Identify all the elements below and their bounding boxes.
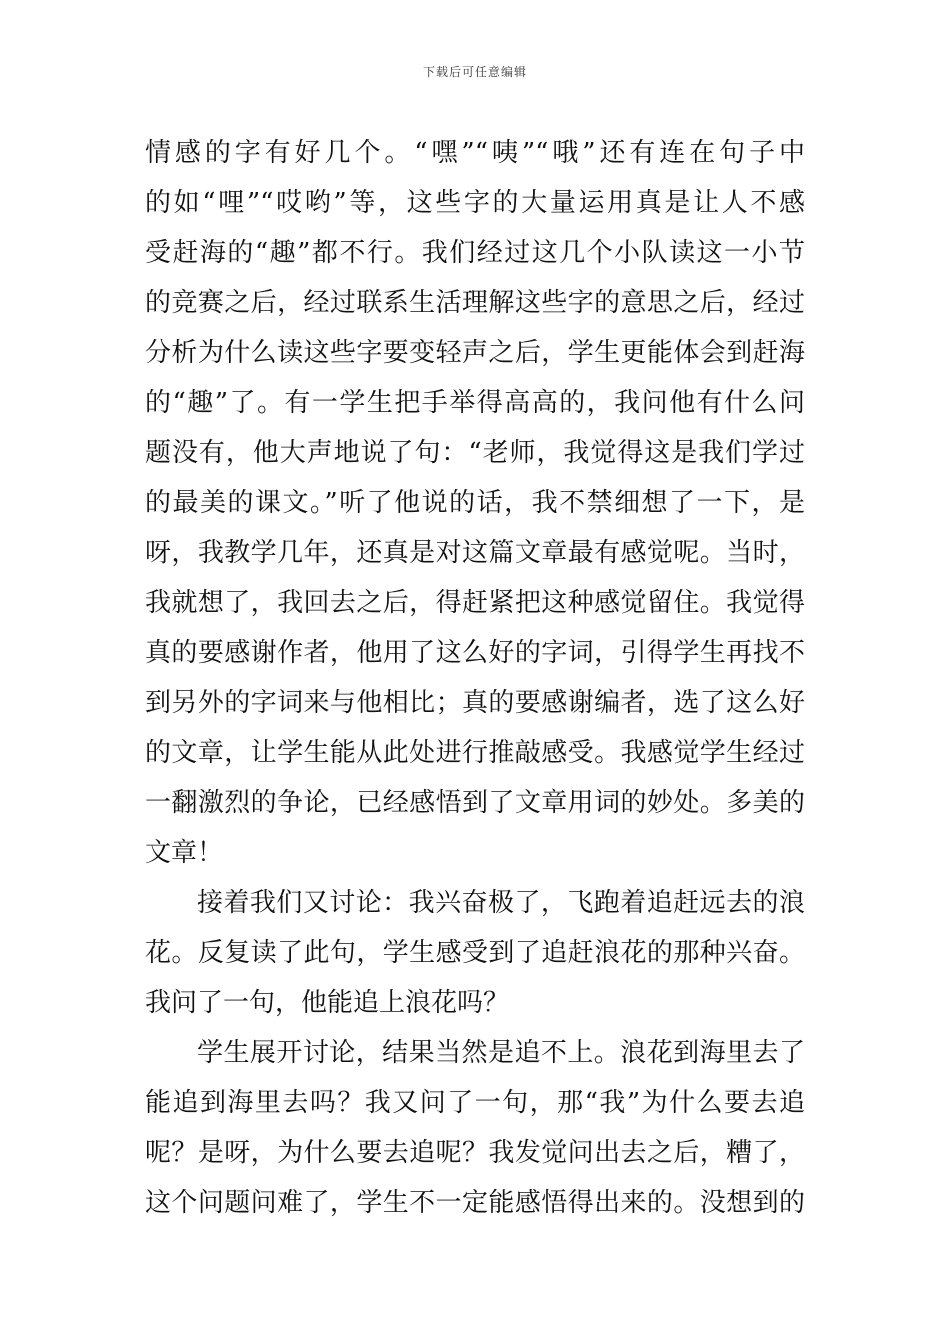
text-line: 受赶海的“趣”都不行。我们经过这几个小队读这一小节	[145, 238, 805, 268]
text-line: 的竞赛之后，经过联系生活理解这些字的意思之后，经过	[145, 288, 805, 318]
text-line: 情感的字有好几个。“嘿”“咦”“哦”还有连在句子中	[145, 138, 805, 168]
text-line: 呢？是呀，为什么要去追呢？我发觉问出去之后，糟了，	[145, 1138, 805, 1168]
text-line: 花。反复读了此句，学生感受到了追赶浪花的那种兴奋。	[145, 938, 805, 968]
document-body	[145, 128, 805, 1228]
text-line: 的最美的课文。”听了他说的话，我不禁细想了一下，是	[145, 488, 805, 518]
text-line: 真的要感谢作者，他用了这么好的字词，引得学生再找不	[145, 638, 805, 668]
text-line: 这个问题问难了，学生不一定能感悟得出来的。没想到的	[145, 1188, 805, 1218]
page-header-note: 下载后可任意编辑	[422, 65, 527, 79]
text-line: 一翻激烈的争论，已经感悟到了文章用词的妙处。多美的	[145, 788, 805, 818]
text-line: 到另外的字词来与他相比；真的要感谢编者，选了这么好	[145, 688, 805, 718]
text-line: 呀，我教学几年，还真是对这篇文章最有感觉呢。当时，	[145, 538, 805, 568]
paragraph-start-line: 接着我们又讨论：我兴奋极了，飞跑着追赶远去的浪	[197, 888, 805, 918]
text-line: 分析为什么读这些字要变轻声之后，学生更能体会到赶海	[145, 338, 805, 368]
text-line: 的文章，让学生能从此处进行推敲感受。我感觉学生经过	[145, 738, 805, 768]
paragraph-end-line: 文章！	[145, 838, 224, 868]
text-line: 能追到海里去吗？我又问了一句，那“我”为什么要去追	[145, 1088, 805, 1118]
text-line: 的“趣”了。有一学生把手举得高高的，我问他有什么问	[145, 388, 805, 418]
text-line: 我就想了，我回去之后，得赶紧把这种感觉留住。我觉得	[145, 588, 805, 618]
paragraph-start-line: 学生展开讨论，结果当然是追不上。浪花到海里去了	[197, 1038, 805, 1068]
paragraph-end-line: 我问了一句，他能追上浪花吗？	[145, 988, 510, 1018]
text-line: 的如“哩”“哎哟”等，这些字的大量运用真是让人不感	[145, 188, 805, 218]
text-line: 题没有，他大声地说了句：“老师，我觉得这是我们学过	[145, 438, 805, 468]
